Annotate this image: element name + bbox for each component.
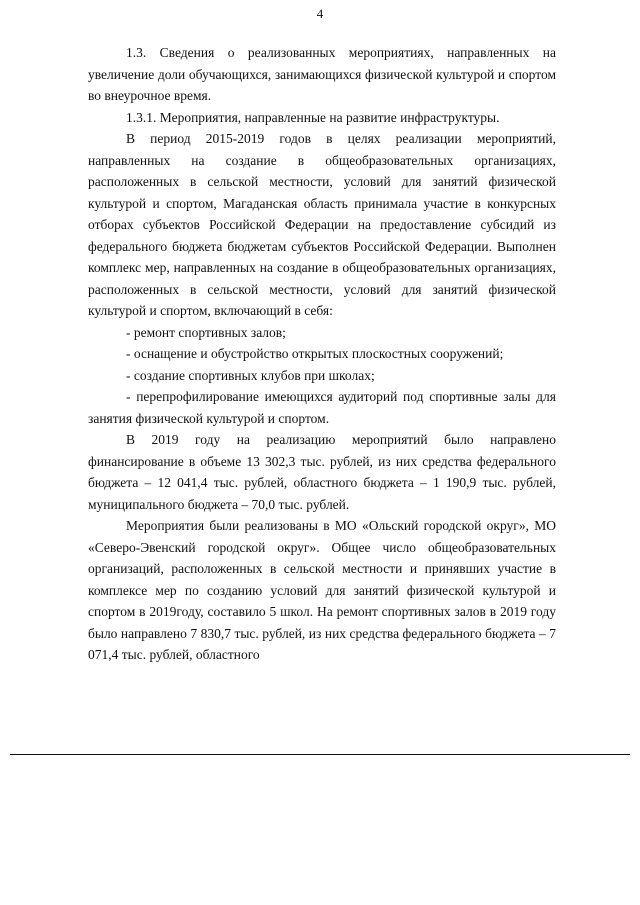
list-item-sports-clubs: - создание спортивных клубов при школах; <box>126 367 375 383</box>
paragraph-intro: В период 2015-2019 годов в целях реализации мероприятий, направленных на создание в общеобразовательных организациях, расположенных в сельской местности, условий для занятий физической культурой и спортом, Магаданская область принимала участие в конкурсных отборах субъектов Российской Федерации на предоставление субсидий из федерального бюджета бюджетам субъектов Российской Федерации. Выполнен комплекс мер, направленных на создание в общеобразовательных организациях, расположенных в сельской местности, условий для занятий физической культурой и спортом, включающий в себя: <box>88 131 556 318</box>
subsection-heading: 1.3.1. Мероприятия, направленные на развитие инфраструктуры. <box>126 109 500 125</box>
page-number: 4 <box>316 6 324 21</box>
list-item-outdoor-facilities: - оснащение и обустройство открытых плоскостных сооружений; <box>126 346 504 361</box>
document-body <box>88 42 556 666</box>
list-item-gym-repair: - ремонт спортивных залов; <box>126 324 286 340</box>
list-item-classroom-conversion: - перепрофилирование имеющихся аудиторий под спортивные залы для занятия физической культурой и спортом. <box>88 389 556 426</box>
paragraph-implementation: Мероприятия были реализованы в МО «Ольский городской округ», МО «Северо-Эвенский городской округ». Общее число общеобразовательных организаций, расположенных в сельской местности и принявших участие в комплексе мер по созданию условий для занятий физической культурой и спортом в 2019году, составило 5 школ. На ремонт спортивных залов в 2019 году было направлено 7 830,7 тыс. рублей, из них средства федерального бюджета – 7 071,4 тыс. рублей, областного <box>88 518 556 662</box>
horizontal-divider <box>10 754 630 755</box>
paragraph-financing: В 2019 году на реализацию мероприятий было направлено финансирование в объеме 13 302,3 тыс. рублей, из них средства федерального бюджета – 12 041,4 тыс. рублей, областного бюджета – 1 190,9 тыс. рублей, муниципального бюджета – 70,0 тыс. рублей. <box>88 432 556 512</box>
section-heading: 1.3. Сведения о реализованных мероприятиях, направленных на увеличение доли обучающихся, занимающихся физической культурой и спортом во внеурочное время. <box>88 45 556 103</box>
